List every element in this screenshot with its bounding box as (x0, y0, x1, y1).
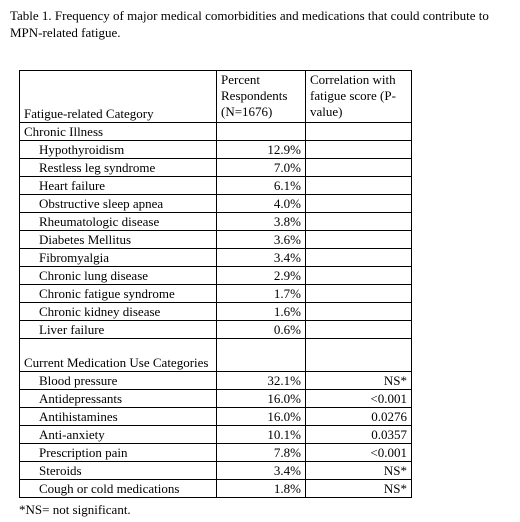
row-pvalue (306, 177, 412, 195)
row-name: Obstructive sleep apnea (20, 195, 217, 213)
row-name: Blood pressure (20, 372, 217, 390)
row-name: Chronic fatigue syndrome (20, 285, 217, 303)
row-name: Anti-anxiety (20, 426, 217, 444)
row-pvalue: NS* (306, 480, 412, 498)
row-pvalue (306, 249, 412, 267)
row-pvalue: 0.0357 (306, 426, 412, 444)
row-pvalue: <0.001 (306, 390, 412, 408)
row-percent: 0.6% (217, 321, 306, 339)
table-row (20, 177, 412, 195)
header-category: Fatigue-related Category (20, 71, 217, 123)
table-row (20, 159, 412, 177)
row-name: Cough or cold medications (20, 480, 217, 498)
row-percent: 16.0% (217, 390, 306, 408)
comorbidity-table (19, 70, 412, 498)
row-pvalue (306, 303, 412, 321)
table-row (20, 408, 412, 426)
header-correlation: Correlation with fatigue score (P-value) (306, 71, 412, 123)
table-row (20, 303, 412, 321)
row-name: Fibromyalgia (20, 249, 217, 267)
row-percent: 3.4% (217, 462, 306, 480)
table-row (20, 321, 412, 339)
row-name: Diabetes Mellitus (20, 231, 217, 249)
table-row (20, 231, 412, 249)
table-row (20, 195, 412, 213)
table-header-row (20, 71, 412, 123)
table-row (20, 141, 412, 159)
table-row (20, 213, 412, 231)
row-percent: 6.1% (217, 177, 306, 195)
row-name: Steroids (20, 462, 217, 480)
row-name: Antidepressants (20, 390, 217, 408)
section-label: Chronic Illness (20, 123, 217, 141)
row-pvalue (306, 267, 412, 285)
section-row-medications (20, 339, 412, 372)
row-percent: 2.9% (217, 267, 306, 285)
row-pvalue (306, 231, 412, 249)
row-pvalue (306, 195, 412, 213)
row-pvalue (306, 213, 412, 231)
footnote: *NS= not significant. (19, 502, 131, 517)
row-name: Heart failure (20, 177, 217, 195)
row-percent: 12.9% (217, 141, 306, 159)
row-name: Antihistamines (20, 408, 217, 426)
section-label: Current Medication Use Categories (20, 339, 217, 372)
row-percent: 7.8% (217, 444, 306, 462)
row-name: Prescription pain (20, 444, 217, 462)
row-pvalue (306, 285, 412, 303)
row-percent: 1.8% (217, 480, 306, 498)
row-pvalue (306, 141, 412, 159)
row-name: Rheumatologic disease (20, 213, 217, 231)
row-name: Chronic lung disease (20, 267, 217, 285)
row-percent: 3.4% (217, 249, 306, 267)
table-row (20, 426, 412, 444)
row-pvalue: NS* (306, 462, 412, 480)
row-percent: 3.8% (217, 213, 306, 231)
row-percent: 10.1% (217, 426, 306, 444)
row-name: Hypothyroidism (20, 141, 217, 159)
section-row-chronic-illness (20, 123, 412, 141)
row-percent: 4.0% (217, 195, 306, 213)
table-caption: Table 1. Frequency of major medical comorbidities and medications that could contribute to MPN-related fatigue. (10, 8, 489, 40)
table-row (20, 444, 412, 462)
row-percent: 3.6% (217, 231, 306, 249)
row-pvalue (306, 159, 412, 177)
table-row (20, 249, 412, 267)
table-row (20, 372, 412, 390)
table-row (20, 480, 412, 498)
row-percent: 32.1% (217, 372, 306, 390)
row-pvalue: NS* (306, 372, 412, 390)
table-row (20, 390, 412, 408)
table-row (20, 267, 412, 285)
row-pvalue: 0.0276 (306, 408, 412, 426)
row-name: Chronic kidney disease (20, 303, 217, 321)
header-percent: Percent Respondents (N=1676) (217, 71, 306, 123)
table-row (20, 462, 412, 480)
row-pvalue (306, 321, 412, 339)
row-percent: 1.7% (217, 285, 306, 303)
table-row (20, 285, 412, 303)
row-name: Liver failure (20, 321, 217, 339)
row-percent: 16.0% (217, 408, 306, 426)
row-pvalue: <0.001 (306, 444, 412, 462)
row-name: Restless leg syndrome (20, 159, 217, 177)
row-percent: 1.6% (217, 303, 306, 321)
row-percent: 7.0% (217, 159, 306, 177)
